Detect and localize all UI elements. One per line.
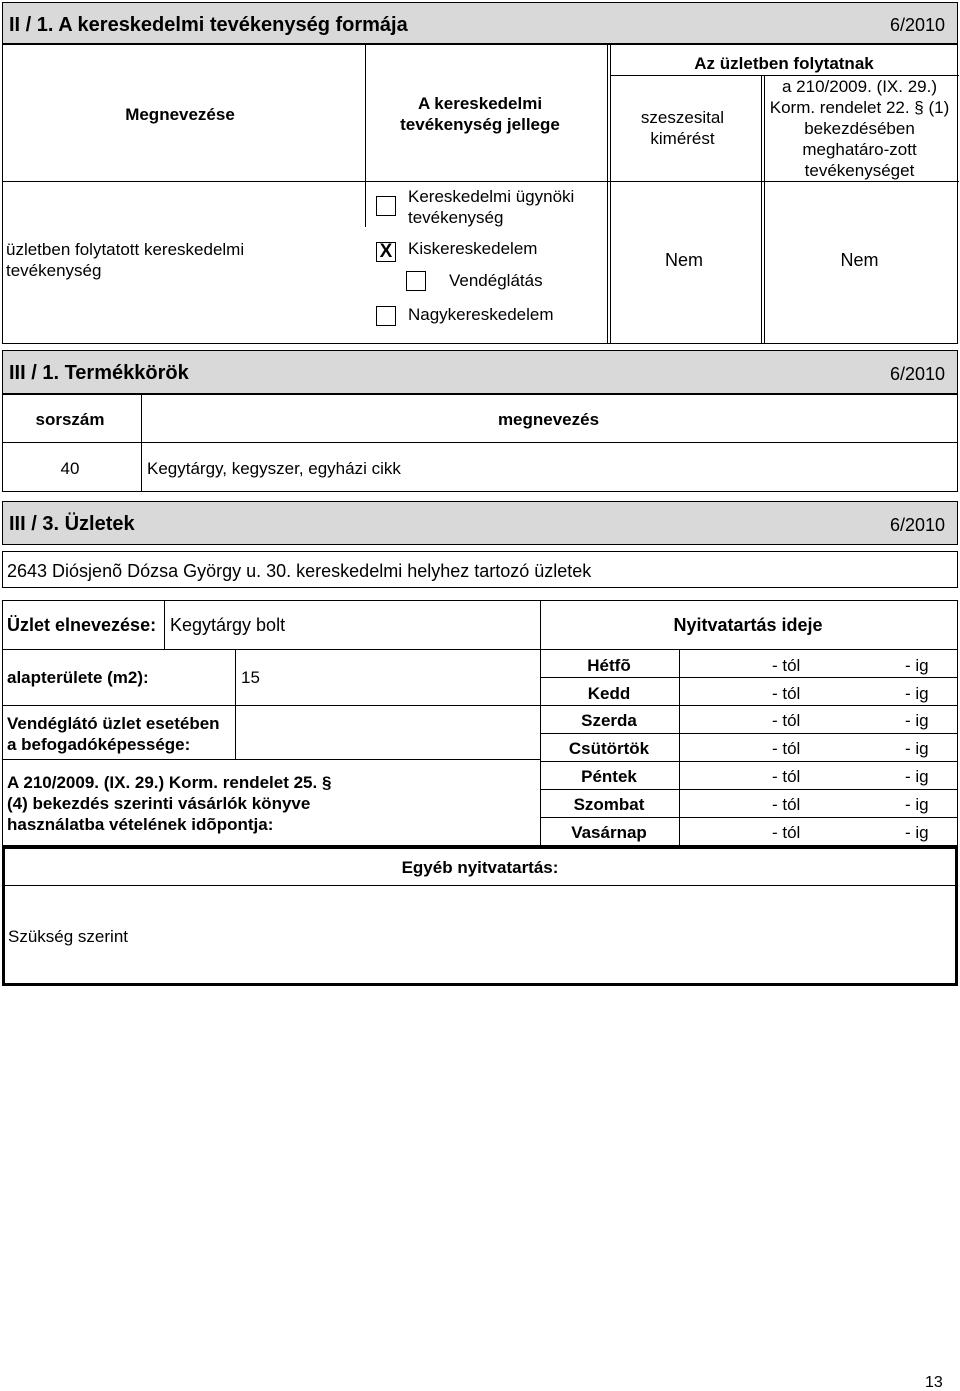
section-date: 6/2010 — [889, 515, 945, 535]
section-date: 6/2010 — [889, 364, 945, 384]
regulated-value: Nem — [840, 250, 879, 270]
shop-name-value: Kegytárgy bolt — [170, 615, 286, 635]
other-hours-value: Szükség szerint — [8, 927, 128, 946]
product-number: 40 — [60, 459, 80, 478]
product-name: Kegytárgy, kegyszer, egyházi cikk — [147, 459, 401, 478]
from-label: - tól — [772, 767, 801, 786]
section-date: 6/2010 — [889, 15, 945, 35]
section-title: II / 1. A kereskedelmi tevékenység formája — [9, 14, 408, 36]
section-header-activity-form — [2, 2, 958, 44]
to-label: - ig — [905, 684, 929, 703]
shop-address: 2643 Diósjenõ Dózsa György u. 30. kereskedelmi helyhez tartozó üzletek — [7, 561, 592, 581]
other-hours-label: Egyéb nyitvatartás: — [401, 858, 559, 877]
option-retail-label: Kiskereskedelem — [408, 239, 538, 258]
col-header-alcohol: szeszesital kimérést — [640, 108, 725, 148]
to-label: - ig — [905, 739, 929, 758]
to-label: - ig — [905, 711, 929, 730]
capacity-label: Vendéglátó üzlet esetében a befogadóképessége: — [7, 714, 220, 754]
to-label: - ig — [905, 823, 929, 842]
col-header-product-name: megnevezés — [497, 410, 600, 429]
from-label: - tól — [772, 684, 801, 703]
day-label: Hétfõ — [587, 656, 631, 675]
col-header-regulated: a 210/2009. (IX. 29.) Korm. rendelet 22. § (1) bekezdésében meghatáro-zott tevékenységet — [769, 77, 950, 180]
option-wholesale-label: Nagykereskedelem — [408, 305, 554, 324]
to-label: - ig — [905, 795, 929, 814]
checkbox-catering[interactable] — [406, 271, 426, 291]
row-label-shop-activity: üzletben folytatott kereskedelmi tevékenység — [6, 240, 245, 280]
section-header-shops — [2, 501, 958, 545]
from-label: - tól — [772, 795, 801, 814]
checkbox-wholesale[interactable] — [376, 306, 396, 326]
checkbox-retail[interactable]: X — [376, 242, 396, 262]
area-label: alapterülete (m2): — [7, 668, 149, 687]
alcohol-value: Nem — [664, 250, 703, 270]
section-header-product-groups — [2, 350, 958, 394]
day-label: Vasárnap — [571, 823, 647, 842]
col-header-number: sorszám — [35, 410, 105, 429]
option-agent-label: Kereskedelmi ügynöki tevékenység — [408, 187, 575, 227]
col-header-nature: A kereskedelmi tevékenység jellege — [400, 94, 560, 134]
col-header-name: Megnevezése — [125, 105, 235, 124]
day-label: Kedd — [587, 684, 631, 703]
col-header-shop: Az üzletben folytatnak — [694, 54, 874, 73]
from-label: - tól — [772, 711, 801, 730]
day-label: Szerda — [581, 711, 637, 730]
from-label: - tól — [772, 823, 801, 842]
from-label: - tól — [772, 656, 801, 675]
page-number: 13 — [925, 1374, 943, 1391]
checkbox-agent[interactable] — [376, 196, 396, 216]
section-title: III / 3. Üzletek — [9, 513, 135, 535]
area-value: 15 — [241, 668, 260, 687]
from-label: - tól — [772, 739, 801, 758]
day-label: Péntek — [581, 767, 637, 786]
to-label: - ig — [905, 767, 929, 786]
section-title: III / 1. Termékkörök — [9, 362, 189, 384]
day-label: Szombat — [573, 795, 645, 814]
shop-name-label: Üzlet elnevezése: — [7, 615, 157, 635]
day-label: Csütörtök — [568, 739, 650, 758]
to-label: - ig — [905, 656, 929, 675]
opening-hours-title: Nyitvatartás ideje — [673, 615, 823, 635]
complaint-book-label: A 210/2009. (IX. 29.) Korm. rendelet 25. § (4) bekezdés szerinti vásárlók könyve használatba vételének idõpontja: — [7, 773, 332, 834]
option-catering-label: Vendéglátás — [449, 271, 543, 290]
